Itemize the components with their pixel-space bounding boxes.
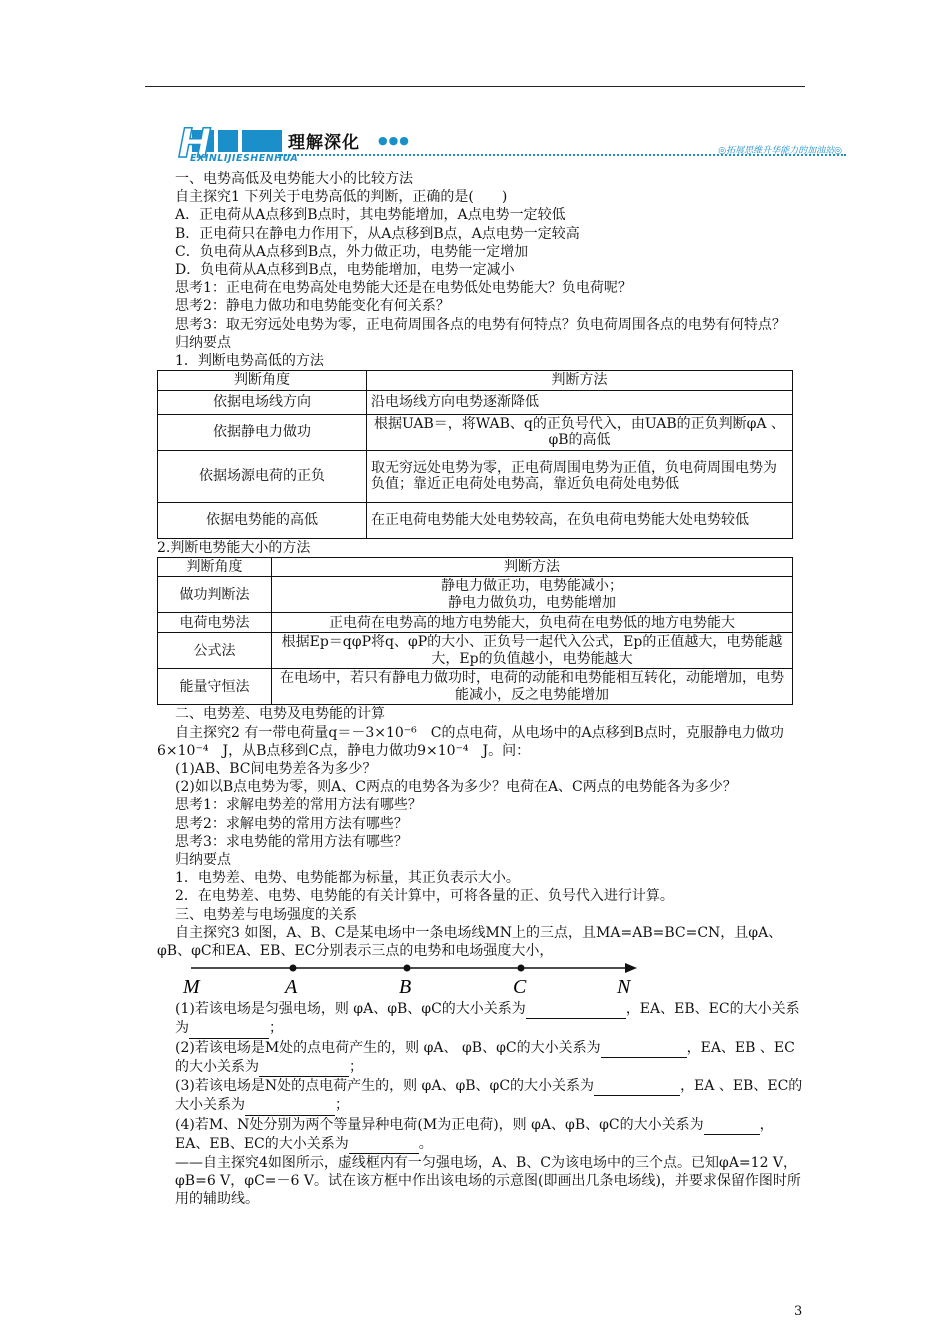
question-1: (1)AB、BC间电势差各为多少？ bbox=[175, 761, 377, 778]
explore-question: 自主探究2 有一带电荷量q＝－3×10⁻⁶ C的点电荷，从电场中的A点移到B点时，克服静电力做功6×10⁻⁴ J，从B点移到C点，静电力做功9×10⁻⁴ J。问： bbox=[157, 724, 784, 759]
arrow-head bbox=[625, 963, 637, 973]
table-cell: 静电力做正功，电势能减小； 静电力做负功，电势能增加 bbox=[272, 577, 793, 613]
question-2 bbox=[157, 1039, 807, 1077]
table-header-cell: 判断方法 bbox=[367, 371, 793, 391]
banner-motto: ◎拓展思维升华能力的加油站◎ bbox=[718, 146, 842, 156]
banner-dots: ●●● bbox=[378, 134, 410, 147]
table-header-cell: 判断角度 bbox=[158, 557, 272, 577]
answer-blank bbox=[601, 1039, 687, 1058]
table-row bbox=[158, 577, 793, 613]
field-line-svg bbox=[179, 962, 639, 996]
think-2: 思考2：静电力做功和电势能变化有何关系？ bbox=[175, 298, 450, 315]
table-cell: 正电荷在电势高的地方电势能大，负电荷在电势低的地方电势能大 bbox=[272, 613, 793, 633]
page-number: 3 bbox=[794, 1304, 803, 1319]
energy-method-table bbox=[157, 557, 793, 706]
question-text: ，EA、EB、EC的大小关系为 bbox=[175, 1001, 800, 1037]
table-row bbox=[158, 633, 793, 669]
table-cell: 依据电场线方向 bbox=[158, 390, 367, 414]
think-2: 思考2：求解电势的常用方法有哪些？ bbox=[175, 815, 408, 832]
question-4 bbox=[157, 1116, 807, 1154]
table-header-row bbox=[158, 557, 793, 577]
label-n: N bbox=[617, 976, 631, 997]
table-cell: 公式法 bbox=[158, 633, 272, 669]
section-heading: 三、电势差与电场强度的关系 bbox=[175, 906, 357, 923]
table-row bbox=[158, 414, 793, 450]
think-3: 思考3：求电势能的常用方法有哪些？ bbox=[175, 833, 408, 850]
point-b-dot bbox=[404, 965, 411, 972]
point-a-dot bbox=[290, 965, 297, 972]
table-cell: 取无穷远处电势为零，正电荷周围电势为正值，负电荷周围电势为负值；靠近正电荷处电势高，靠近负电荷处电势低 bbox=[367, 450, 793, 502]
table-row bbox=[158, 450, 793, 502]
section-banner bbox=[178, 121, 846, 168]
table-cell: 沿电场线方向电势逐渐降低 bbox=[367, 390, 793, 414]
explore-question-4: ——自主探究4如图所示，虚线框内有一匀强电场，A、B、C为该电场中的三个点。已知φA=12 V，φB=6 V，φC=－6 V。试在该方框中作出该电场的示意图(即画出几条电场线)，并要求保留作图时所用的辅助线。 bbox=[175, 1154, 801, 1208]
table-cell: 能量守恒法 bbox=[158, 669, 272, 705]
question-text: ； bbox=[269, 1020, 283, 1037]
think-1: 思考1：正电荷在电势高处电势能大还是在电势低处电势能大？负电荷呢？ bbox=[175, 280, 632, 297]
table-row bbox=[158, 613, 793, 633]
explore-question: 自主探究3 如图，A、B、C是某电场中一条电场线MN上的三点，且MA=AB=BC=CN，且φA、φB、φC和EA、EB、EC分别表示三点的电势和电场强度大小， bbox=[157, 924, 783, 960]
answer-blank bbox=[189, 1019, 269, 1038]
header-rule bbox=[145, 86, 805, 87]
subheading-energy: 2.判断电势能大小的方法 bbox=[157, 539, 311, 556]
think-1: 思考1：求解电势差的常用方法有哪些？ bbox=[175, 797, 422, 814]
explore-question: 自主探究1 下列关于电势高低的判断，正确的是( ) bbox=[175, 189, 508, 206]
label-m: M bbox=[183, 976, 200, 997]
question-3 bbox=[157, 1077, 807, 1115]
document-body bbox=[157, 170, 807, 1209]
table-cell: 在正电荷电势能大处电势较高，在负电荷电势能大处电势较低 bbox=[367, 502, 793, 538]
question-1 bbox=[157, 1000, 807, 1038]
table-cell: 电荷电势法 bbox=[158, 613, 272, 633]
banner-bar bbox=[218, 130, 238, 152]
option-b: B．正电荷只在静电力作用下，从A点移到B点，A点电势一定较高 bbox=[175, 225, 580, 242]
table-row bbox=[158, 390, 793, 414]
banner-pinyin: EXINLIJIESHENHUA bbox=[190, 153, 299, 164]
table-cell: 依据电势能的高低 bbox=[158, 502, 367, 538]
option-d: D．负电荷从A点移到B点，电势能增加，电势一定减小 bbox=[175, 262, 515, 279]
banner-title: 理解深化 bbox=[288, 133, 360, 153]
table-row bbox=[158, 669, 793, 705]
label-c: C bbox=[513, 976, 527, 997]
question-text: ，EA、EB、EC的大小关系为 bbox=[175, 1116, 774, 1152]
field-line-figure bbox=[157, 962, 807, 996]
option-a: A．正电荷从A点移到B点时，其电势能增加，A点电势一定较低 bbox=[175, 207, 566, 224]
section-heading: 一、电势高低及电势能大小的比较方法 bbox=[175, 171, 413, 187]
summary-label: 归纳要点 bbox=[175, 852, 231, 869]
table-cell: 在电场中，若只有静电力做功时，电荷的动能和电势能相互转化，动能增加，电势能减小，反之电势能增加 bbox=[272, 669, 793, 705]
label-a: A bbox=[285, 976, 298, 997]
think-3: 思考3：取无穷远处电势为零，正电荷周围各点的电势有何特点？负电荷周围各点的电势有何特点？ bbox=[175, 316, 786, 333]
table-row bbox=[158, 502, 793, 538]
question-text: (1)若该电场是匀强电场，则 φA、φB、φC的大小关系为 bbox=[175, 1001, 526, 1018]
option-c: C．负电荷从A点移到B点，外力做正功，电势能一定增加 bbox=[175, 243, 529, 260]
question-text: ，EA、EB 、EC的大小关系为 bbox=[175, 1039, 795, 1075]
banner-logo-letter: H bbox=[178, 121, 212, 167]
answer-blank bbox=[259, 1058, 349, 1077]
table-header-cell: 判断角度 bbox=[158, 371, 367, 391]
answer-blank bbox=[245, 1096, 335, 1115]
table-cell: 依据场源电荷的正负 bbox=[158, 450, 367, 502]
potential-method-table bbox=[157, 370, 793, 539]
question-text: (2)若该电场是M处的点电荷产生的，则 φA、 φB、φC的大小关系为 bbox=[175, 1039, 601, 1056]
section-heading: 二、电势差、电势及电势能的计算 bbox=[175, 706, 385, 723]
answer-blank bbox=[526, 1000, 626, 1019]
table-cell: 做功判断法 bbox=[158, 577, 272, 613]
point-2: 2．在电势差、电势、电势能的有关计算中，可将各量的正、负号代入进行计算。 bbox=[175, 888, 674, 905]
answer-blank bbox=[349, 1135, 419, 1154]
table-cell: 根据Ep＝qφP将q、φP的大小、正负号一起代入公式，Ep的正值越大，电势能越大，Ep的负值越小，电势能越大 bbox=[272, 633, 793, 669]
answer-blank bbox=[594, 1077, 680, 1096]
label-b: B bbox=[399, 976, 412, 997]
question-2: (2)如以B点电势为零，则A、C两点的电势各为多少？电荷在A、C两点的电势能各为多少？ bbox=[175, 779, 737, 796]
question-text: ； bbox=[335, 1097, 349, 1114]
table-cell: 根据UAB＝，将WAB、q的正负号代入，由UAB的正负判断φA 、φB的高低 bbox=[367, 414, 793, 450]
table-header-cell: 判断方法 bbox=[272, 557, 793, 577]
question-text: (3)若该电场是N处的点电荷产生的，则 φA、φB、φC的大小关系为 bbox=[175, 1078, 595, 1095]
subheading-potential: 1．判断电势高低的方法 bbox=[175, 353, 324, 370]
summary-label: 归纳要点 bbox=[175, 334, 231, 351]
banner-bar bbox=[242, 130, 282, 152]
table-cell: 依据静电力做功 bbox=[158, 414, 367, 450]
answer-blank bbox=[704, 1116, 760, 1135]
question-text: ； bbox=[349, 1058, 363, 1075]
question-text: (4)若M、N处分别为两个等量异种电荷(M为正电荷)，则 φA、φB、φC的大小关系为 bbox=[175, 1116, 704, 1133]
point-1: 1．电势差、电势、电势能都为标量，其正负表示大小。 bbox=[175, 870, 520, 887]
question-text: ，EA 、EB、EC的大小关系为 bbox=[175, 1078, 803, 1114]
question-text: 。 bbox=[418, 1135, 433, 1152]
table-header-row bbox=[158, 371, 793, 391]
point-c-dot bbox=[518, 965, 525, 972]
